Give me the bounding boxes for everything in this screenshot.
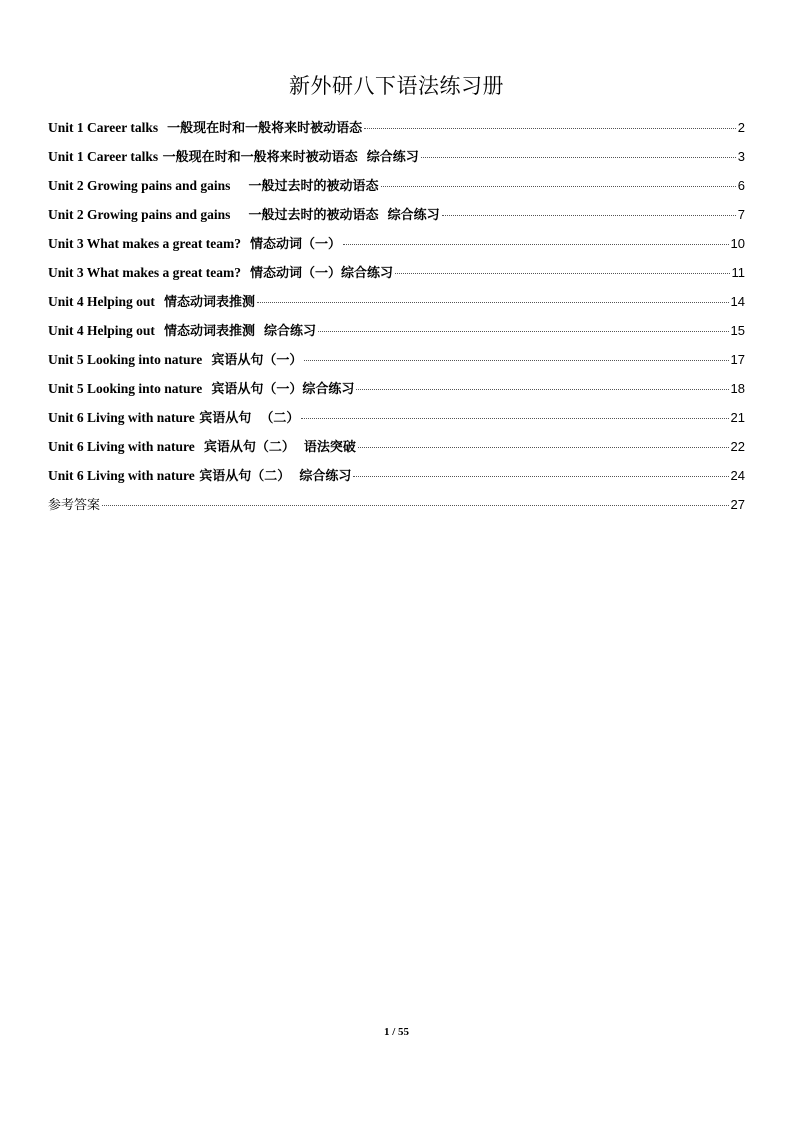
toc-entry-unit: Unit 2 Growing pains and gains — [48, 178, 231, 193]
toc-entry-topic: 情态动词（一） — [240, 237, 342, 252]
toc-dot-leader — [301, 418, 728, 419]
toc-entry-unit: Unit 5 Looking into nature — [48, 381, 203, 396]
table-of-contents — [48, 117, 745, 523]
toc-entry[interactable] — [48, 262, 745, 291]
toc-entry-label — [48, 436, 356, 455]
toc-dot-leader — [343, 244, 728, 245]
toc-entry-label — [48, 320, 316, 339]
toc-entry[interactable] — [48, 378, 745, 407]
toc-page-number: 6 — [737, 178, 745, 193]
toc-entry-label — [48, 465, 351, 484]
toc-entry-unit: Unit 3 What makes a great team? — [48, 265, 241, 280]
toc-entry[interactable] — [48, 204, 745, 233]
toc-entry-topic: 宾语从句（一）综合练习 — [202, 382, 355, 397]
toc-page-number: 21 — [730, 410, 745, 425]
toc-entry-topic: 宾语从句（二） 语法突破 — [194, 440, 356, 455]
toc-entry-unit: Unit 6 Living with nature — [48, 468, 195, 483]
toc-dot-leader — [356, 389, 728, 390]
toc-page-number: 2 — [737, 120, 745, 135]
toc-page-number: 27 — [730, 497, 745, 512]
page-title: 新外研八下语法练习册 — [289, 74, 504, 98]
toc-entry-label — [48, 204, 440, 223]
toc-entry[interactable] — [48, 494, 745, 523]
toc-entry-topic: 一般过去时的被动语态 — [230, 179, 379, 194]
toc-entry-unit: Unit 2 Growing pains and gains — [48, 207, 231, 222]
toc-entry-label — [48, 349, 302, 368]
toc-entry-topic: 一般现在时和一般将来时被动语态 — [158, 121, 363, 136]
toc-entry-label — [48, 117, 362, 136]
toc-entry[interactable] — [48, 117, 745, 146]
toc-entry-topic: 宾语从句（一） — [202, 353, 303, 368]
toc-entry-label — [48, 146, 419, 165]
toc-page-number: 10 — [730, 236, 745, 251]
toc-page-number: 17 — [730, 352, 745, 367]
toc-entry-unit: Unit 1 Career talks — [48, 120, 159, 135]
toc-page-number: 24 — [730, 468, 745, 483]
toc-entry[interactable] — [48, 233, 745, 262]
toc-dot-leader — [318, 331, 729, 332]
toc-entry-unit: Unit 5 Looking into nature — [48, 352, 203, 367]
page-number-footer: 1 / 55 — [383, 1026, 410, 1038]
toc-entry[interactable] — [48, 175, 745, 204]
toc-entry-topic: 宾语从句 （二） — [194, 411, 300, 426]
toc-dot-leader — [364, 128, 736, 129]
toc-entry-unit: Unit 4 Helping out — [48, 323, 155, 338]
toc-entry-label — [48, 494, 100, 513]
toc-page-number: 14 — [730, 294, 745, 309]
toc-dot-leader — [102, 505, 729, 506]
toc-dot-leader — [353, 476, 728, 477]
toc-page-number: 7 — [737, 207, 745, 222]
toc-entry[interactable] — [48, 407, 745, 436]
toc-dot-leader — [442, 215, 736, 216]
toc-entry-unit: Unit 1 Career talks — [48, 149, 159, 164]
toc-entry-unit: Unit 6 Living with nature — [48, 410, 195, 425]
toc-entry-topic: 情态动词（一）综合练习 — [240, 266, 394, 281]
toc-entry-topic: 一般过去时的被动语态 综合练习 — [230, 208, 440, 223]
toc-entry-topic: 情态动词表推测 — [154, 295, 255, 310]
toc-entry-label — [48, 175, 379, 194]
toc-entry[interactable] — [48, 320, 745, 349]
toc-dot-leader — [395, 273, 729, 274]
toc-dot-leader — [257, 302, 729, 303]
toc-entry-label — [48, 291, 255, 310]
toc-entry[interactable] — [48, 291, 745, 320]
toc-page-number: 11 — [731, 265, 745, 280]
toc-entry-unit: Unit 6 Living with nature — [48, 439, 195, 454]
toc-entry[interactable] — [48, 436, 745, 465]
toc-entry[interactable] — [48, 146, 745, 175]
toc-page-number: 3 — [737, 149, 745, 164]
toc-entry-topic: 情态动词表推测 综合练习 — [154, 324, 317, 339]
toc-dot-leader — [358, 447, 729, 448]
toc-entry-topic: 一般现在时和一般将来时被动语态 综合练习 — [158, 150, 419, 165]
toc-entry[interactable] — [48, 465, 745, 494]
toc-entry[interactable] — [48, 349, 745, 378]
toc-dot-leader — [381, 186, 736, 187]
toc-entry-unit: Unit 3 What makes a great team? — [48, 236, 241, 251]
toc-page-number: 15 — [730, 323, 745, 338]
toc-page-number: 18 — [730, 381, 745, 396]
toc-entry-topic: 参考答案 — [48, 498, 101, 513]
toc-entry-topic: 宾语从句（二） 综合练习 — [194, 469, 352, 484]
toc-entry-unit: Unit 4 Helping out — [48, 294, 155, 309]
toc-page-number: 22 — [730, 439, 745, 454]
toc-entry-label — [48, 407, 299, 426]
toc-entry-label — [48, 262, 393, 281]
toc-entry-label — [48, 378, 354, 397]
toc-entry-label — [48, 233, 341, 252]
toc-dot-leader — [421, 157, 736, 158]
toc-dot-leader — [304, 360, 728, 361]
